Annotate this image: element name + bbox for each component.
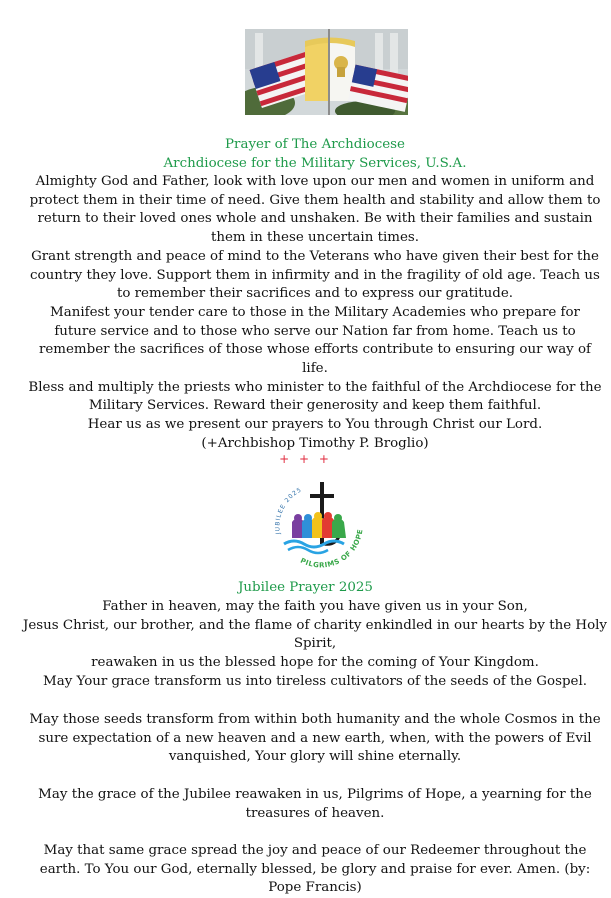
jubilee-arc-bottom-text: PILGRIMS OF HOPE — [299, 528, 365, 570]
prayer2-line: Jesus Christ, our brother, and the flame of charity enkindled in our hearts by the Holy Spirit, — [23, 617, 607, 652]
prayer2-opening — [22, 598, 608, 673]
prayer2-line: Father in heaven, may the faith you have given us in your Son, — [102, 599, 528, 614]
prayer2-title: Jubilee Prayer 2025 — [238, 580, 373, 595]
prayer2-paragraph: May the grace of the Jubilee reawaken in us, Pilgrims of Hope, a yearning for the treasures of heaven. — [38, 787, 592, 821]
prayer2-line: reawaken in us the blessed hope for the coming of Your Kingdom. — [91, 655, 539, 671]
prayer1-paragraph: Bless and multiply the priests who minister to the faithful of the Archdiocese for the Military Services. Reward their generosity and keep them faithful. — [28, 379, 602, 414]
cross-separator: + + + — [279, 452, 332, 466]
flags-photo-icon — [245, 29, 408, 115]
flags-photo — [245, 29, 408, 115]
prayer1-paragraph: Grant strength and peace of mind to the Veterans who have given their best for the country they love. Support them in infirmity and in the fragility of old age. Teach us to remember their sacrifices and to express our gratitude. — [30, 248, 600, 302]
jubilee-arc-top-text: JUBILEE 2025 — [274, 486, 304, 535]
prayer1-title: Prayer of The Archdiocese — [225, 137, 405, 152]
prayer2-paragraph: May those seeds transform from within both humanity and the whole Cosmos in the sure expectation of a new heaven and a new earth, when, with the powers of Evil vanquished, Your glory will shine eternally. — [29, 712, 601, 765]
prayer1-signature: (+Archbishop Timothy P. Broglio) — [201, 435, 429, 451]
prayer2-closing: May that same grace spread the joy and peace of our Redeemer throughout the earth. To You our God, eternally blessed, be glory and praise for ever. Amen. (by: Pope Francis) — [39, 843, 591, 896]
jubilee-logo-icon — [266, 474, 374, 570]
prayer2-paragraph: May Your grace transform us into tireless cultivators of the seeds of the Gospel. — [43, 674, 587, 689]
prayer1-paragraph: Hear us as we present our prayers to You through Christ our Lord. — [87, 417, 543, 433]
prayer1-paragraph: Almighty God and Father, look with love upon our men and women in uniform and protect them in their time of need. Give them health and stability and allow them to return to their loved ones whole and unshaken. Be with their families and sustain them in these uncertain times. — [29, 174, 601, 246]
prayer1-heading — [24, 136, 606, 173]
prayer1-paragraph: Manifest your tender care to those in the Military Academies who prepare for future service and to those who serve our Nation far from home. Teach us to remember the sacrifices of those whose efforts contribute to ensuring our way of life. — [38, 304, 592, 377]
prayer1-subtitle: Archdiocese for the Military Services, U.S.A. — [163, 155, 467, 171]
jubilee-logo — [266, 474, 374, 570]
prayer1-body — [28, 173, 602, 454]
